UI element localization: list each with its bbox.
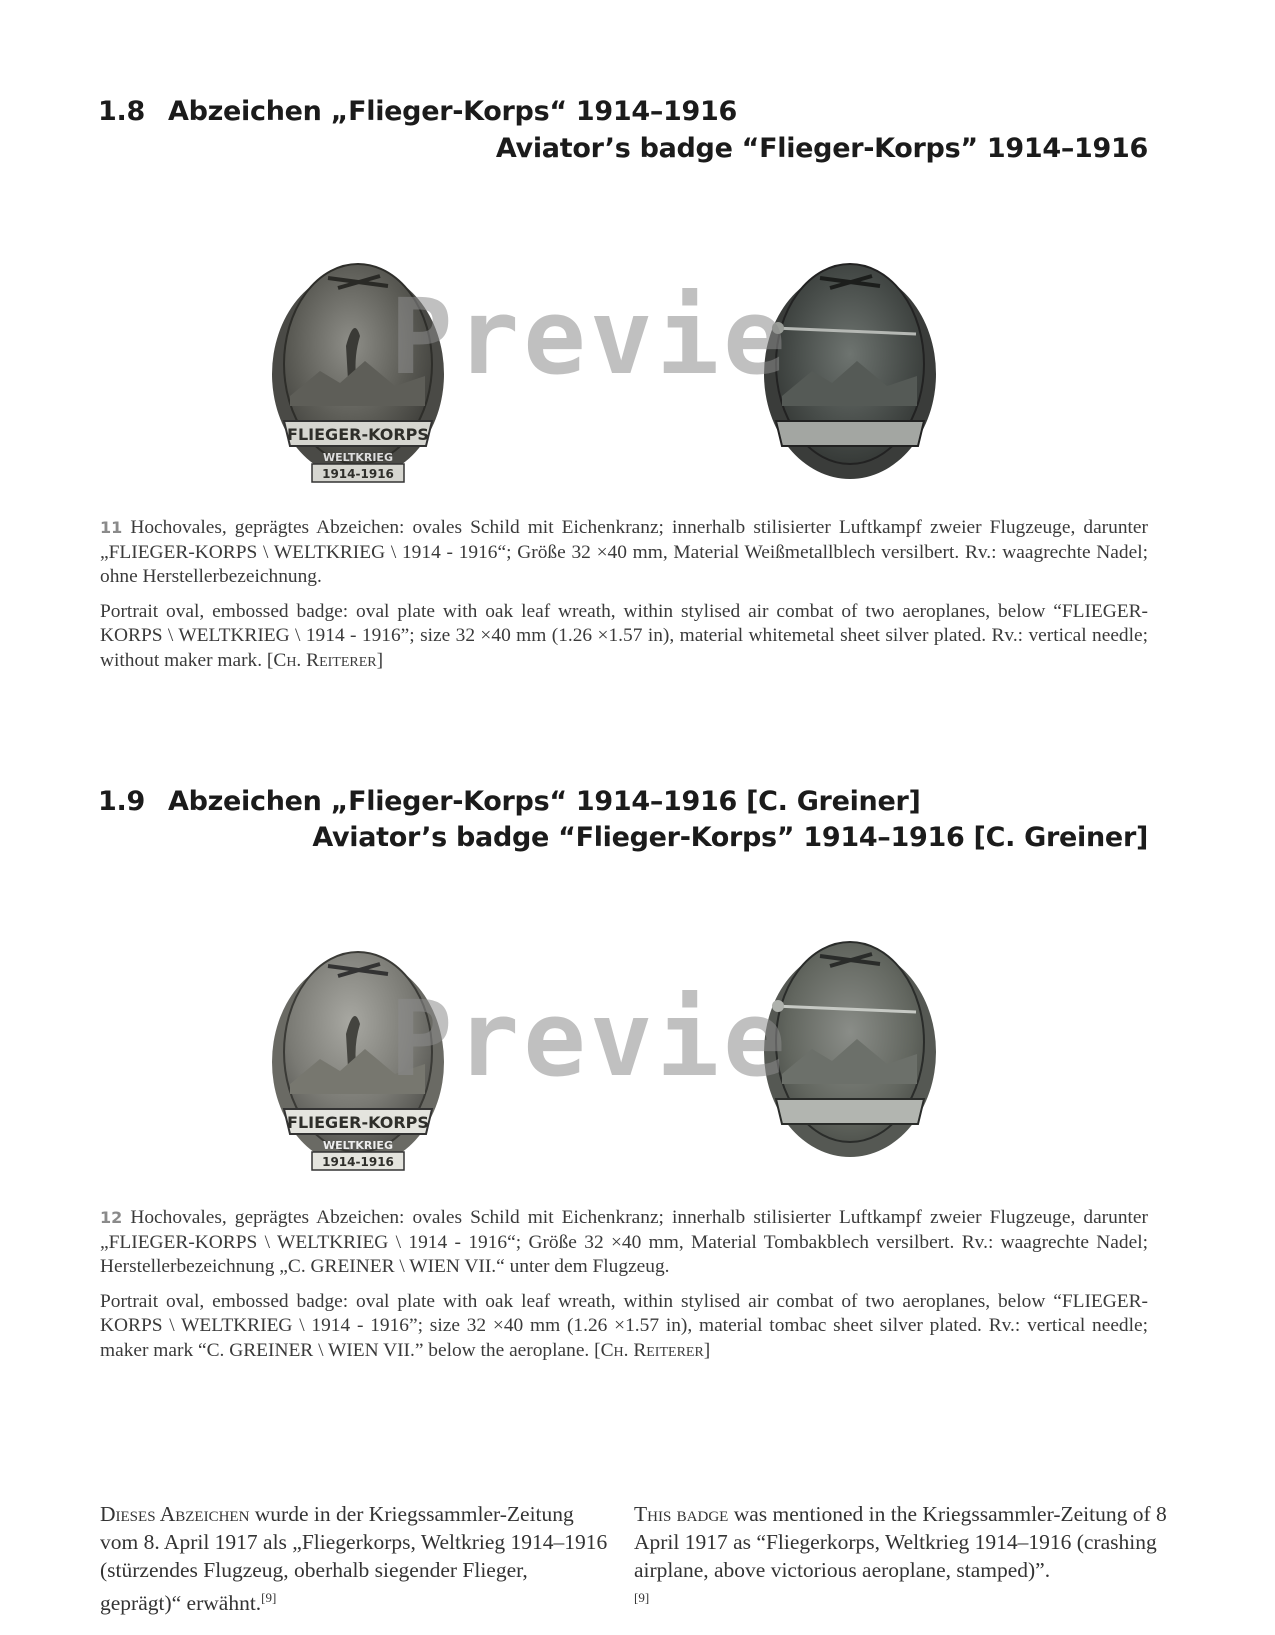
badge-text-years: 1914-1916 [322, 467, 394, 481]
body-lead-de: Dieses Abzeichen [100, 1502, 250, 1526]
figure-caption [100, 1206, 1148, 1363]
credit-name: Ch. Reiterer [273, 649, 377, 671]
section-number: 1.9 [98, 786, 145, 817]
section-heading-en: Aviator’s badge “Flieger-Korps” 1914–1916 [495, 133, 1148, 164]
caption-en-text: Portrait oval, embossed badge: oval plate with oak leaf wreath, within stylised air combat of two aeroplanes, below “FLIEGER-KORPS \ WELTKRIEG \ 1914 - 1916”; size 32 ×40 mm (1.26 ×1.57 in), material whitemetal sheet silver plated. Rv.: vertical needle; without maker mark. [ [100, 600, 1148, 671]
footnote-ref[interactable]: [9] [634, 1590, 650, 1605]
figure-caption [100, 516, 1148, 673]
badge-text-years: 1914-1916 [322, 1155, 394, 1169]
body-text-en: was mentioned in the Kriegssammler-Zeitung of 8 April 1917 as “Fliegerkorps, Weltkrieg 1914–1916 (crashing airplane, above victorious aeroplane, stamped)”. [634, 1502, 1167, 1582]
caption-en-text: Portrait oval, embossed badge: oval plate with oak leaf wreath, within stylised air combat of two aeroplanes, below “FLIEGER-KORPS \ WELTKRIEG \ 1914 - 1916”; size 32 ×40 mm (1.26 ×1.57 in), material tombac sheet silver plated. Rv.: vertical needle; maker mark “C. GREINER \ WIEN VII.” below the aeroplane. [ [100, 1290, 1148, 1361]
body-paragraph-en [634, 1500, 1169, 1617]
badge-text-korps: FLIEGER-KORPS [287, 1113, 429, 1132]
figure-number: 11 [100, 518, 123, 537]
caption-de [100, 1206, 1148, 1280]
caption-en [100, 600, 1148, 674]
footnote-ref[interactable]: [9] [261, 1590, 277, 1605]
badge-text-weltkrieg: WELTKRIEG [323, 451, 393, 464]
body-column-en [634, 1500, 1169, 1617]
figure-number: 12 [100, 1208, 123, 1227]
section-heading-de [98, 786, 921, 817]
badge-text-korps: FLIEGER-KORPS [287, 425, 429, 444]
caption-de-text: Hochovales, geprägtes Abzeichen: ovales Schild mit Eichenkranz; innerhalb stilisierter Luftkampf zweier Flugzeuge, darunter „FLIEGER-KORPS \ WELTKRIEG \ 1914 - 1916“; Größe 32 ×40 mm, Material Tombakblech versilbert. Rv.: waagrechte Nadel; Herstellerbezeichnung „C. GREINER \ WIEN VII.“ unter dem Flugzeug. [100, 1207, 1148, 1277]
section-number: 1.8 [98, 96, 145, 127]
caption-de-text: Hochovales, geprägtes Abzeichen: ovales Schild mit Eichenkranz; innerhalb stilisierter Luftkampf zweier Flugzeuge, darunter „FLIEGER-KORPS \ WELTKRIEG \ 1914 - 1916“; Größe 32 ×40 mm, Material Weißmetallblech versilbert. Rv.: waagrechte Nadel; ohne Herstellerbezeichnung. [100, 517, 1148, 587]
section-heading-de [98, 96, 737, 127]
watermark: Previe [390, 276, 790, 398]
caption-en [100, 1290, 1148, 1364]
body-lead-en: This badge [634, 1502, 729, 1526]
section-heading-en: Aviator’s badge “Flieger-Korps” 1914–1916 [C. Greiner] [312, 822, 1148, 853]
body-column-de [100, 1500, 610, 1617]
body-text-de: wurde in der Kriegssammler-Zeitung vom 8. April 1917 als „Fliegerkorps, Weltkrieg 1914–1916 (stürzendes Flugzeug, oberhalb siegender Flieger, geprägt)“ erwähnt. [100, 1502, 608, 1616]
section-title-de: Abzeichen „Flieger-Korps“ 1914–1916 [168, 96, 737, 127]
body-paragraph-de [100, 1500, 610, 1617]
credit-name: Ch. Reiterer [600, 1339, 704, 1361]
badge-photos [0, 928, 1275, 1178]
section-title-de: Abzeichen „Flieger-Korps“ 1914–1916 [C. Greiner] [168, 786, 921, 817]
caption-de [100, 516, 1148, 590]
credit-close: ] [376, 649, 384, 671]
badge-photos [0, 236, 1275, 486]
credit-close: ] [703, 1339, 711, 1361]
watermark: Previe [390, 978, 790, 1100]
badge-text-weltkrieg: WELTKRIEG [323, 1139, 393, 1152]
